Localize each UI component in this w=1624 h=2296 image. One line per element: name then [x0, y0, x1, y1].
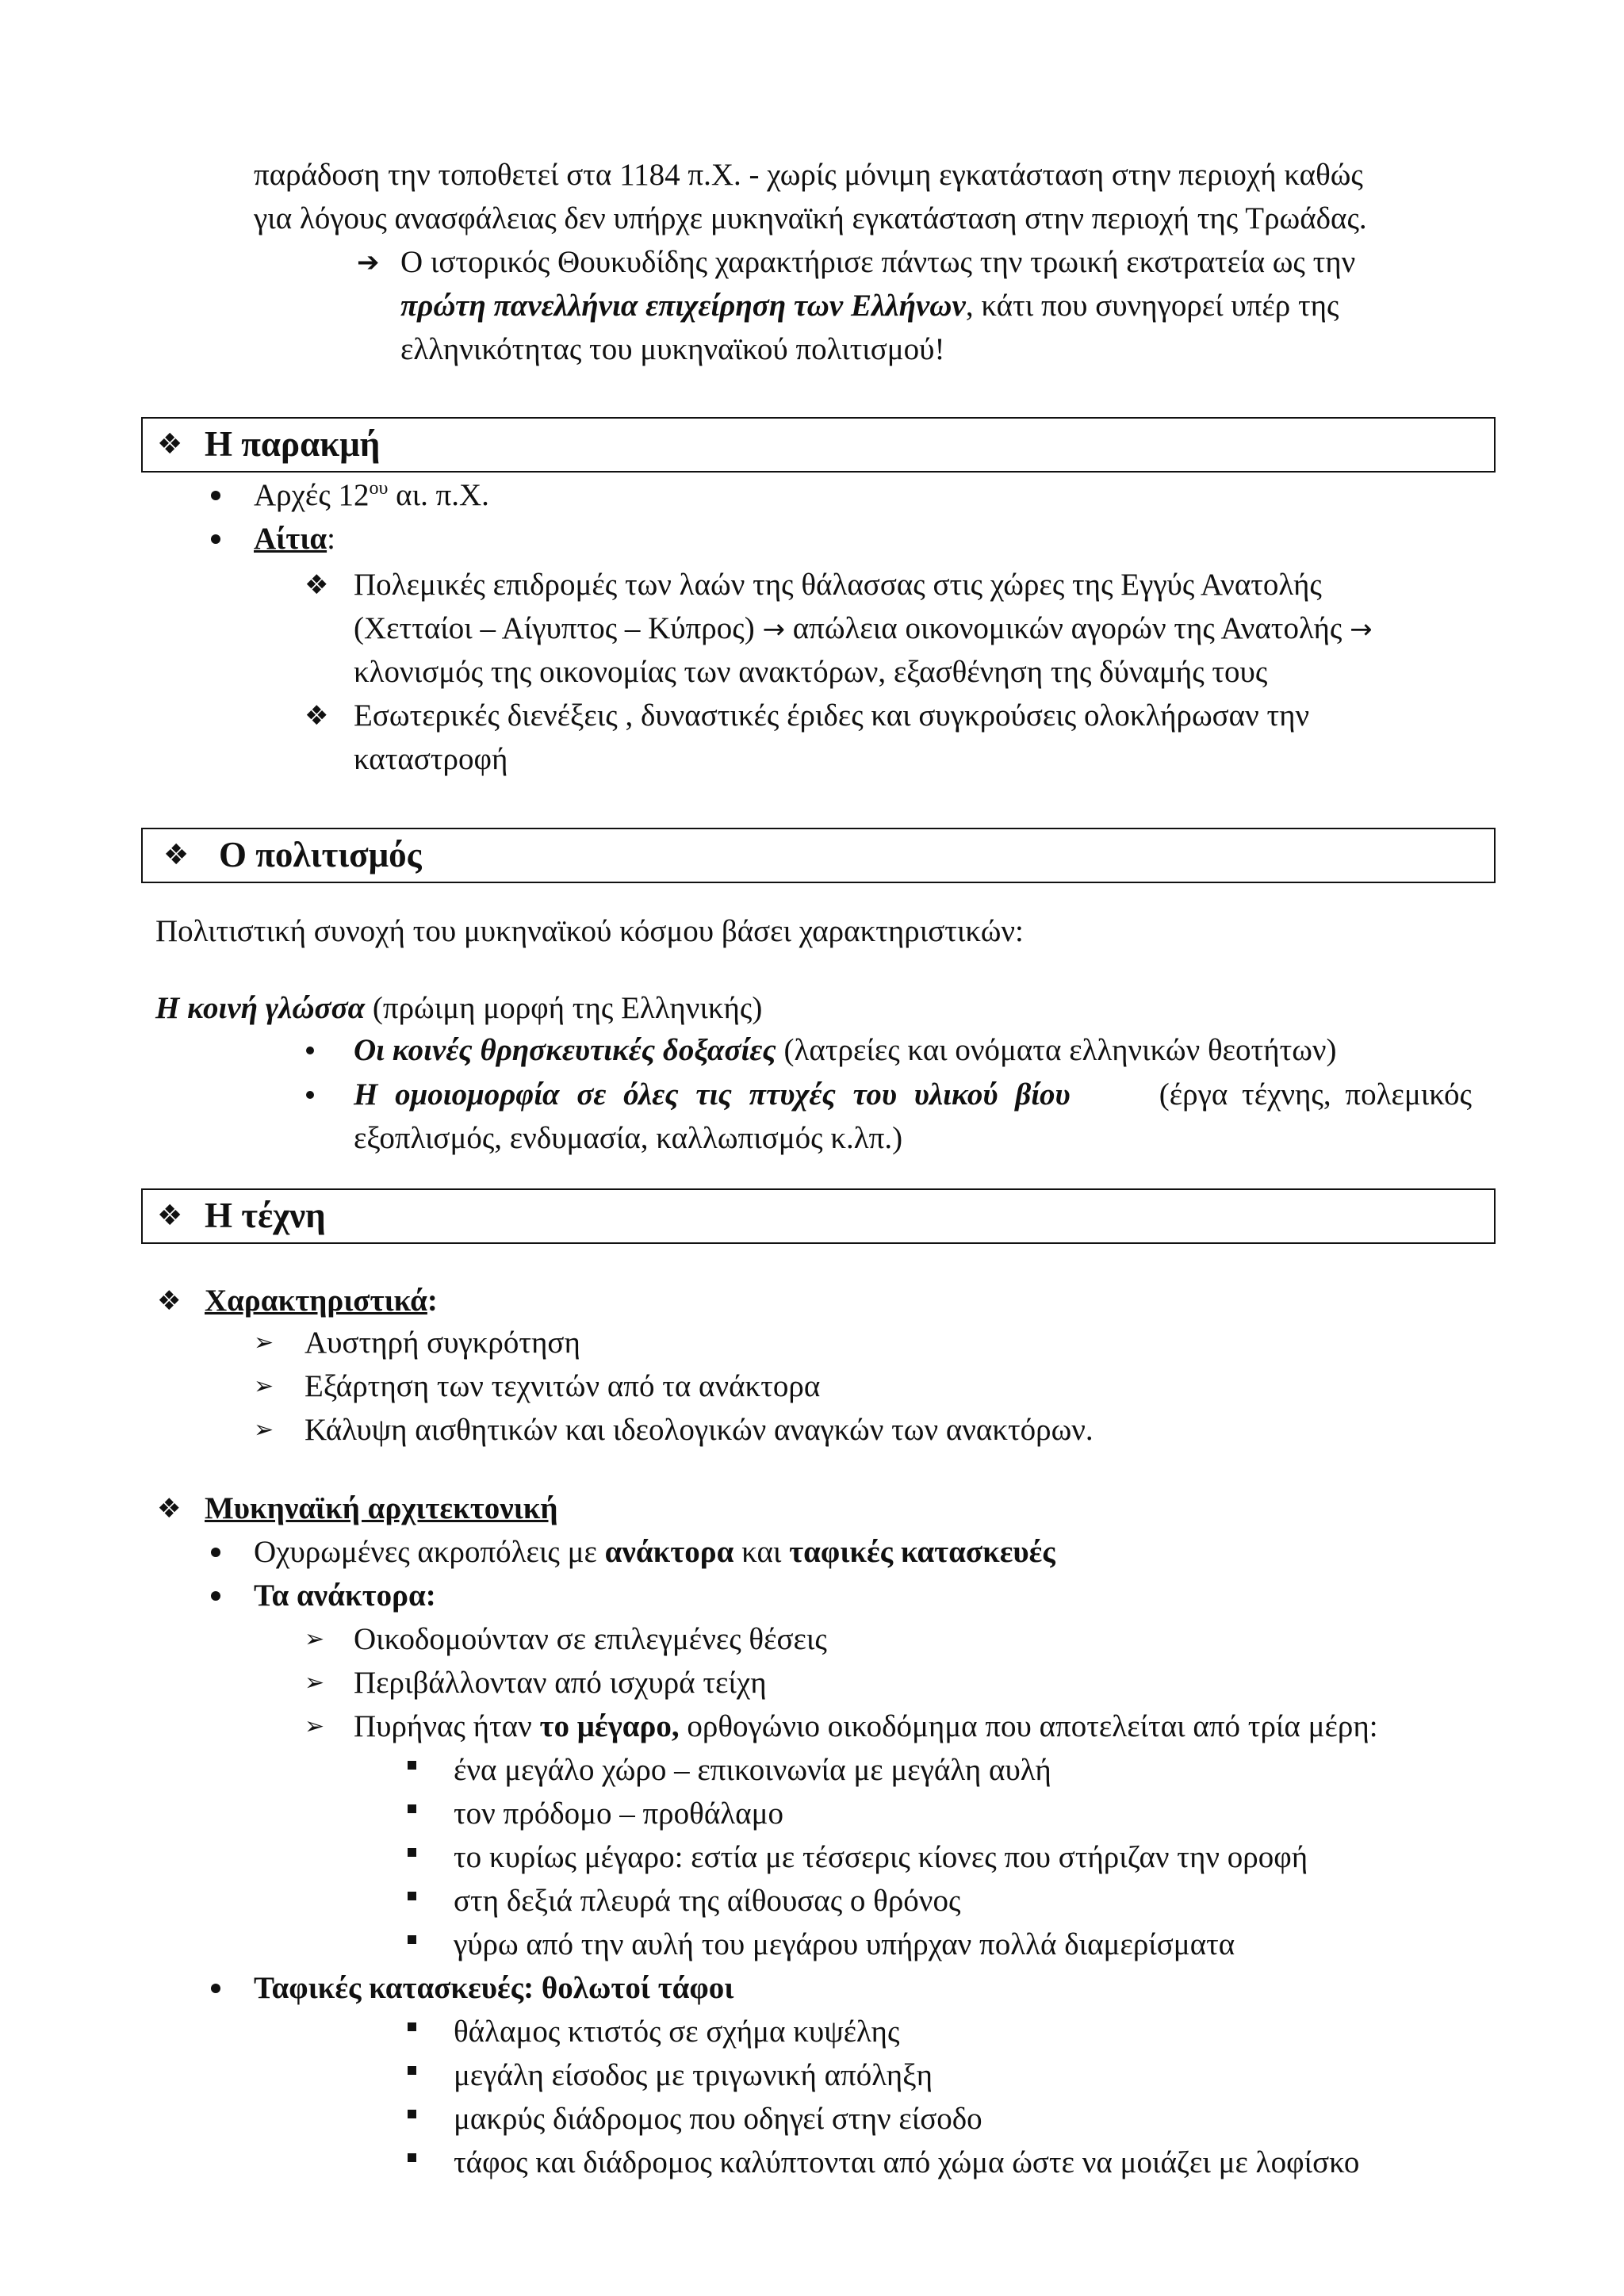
diamond-icon: ❖	[304, 700, 329, 732]
diamond-icon: ❖	[157, 1285, 182, 1317]
features-colon: :	[427, 1284, 438, 1318]
cause-1-line-3: κλονισμός της οικονομίας των ανακτόρων, εξασθένηση της δύναμής τους	[354, 655, 1268, 689]
square-bullet-icon	[408, 2022, 416, 2031]
cause-1-line-1: Πολεμικές επιδρομές των λαών της θάλασσας στις χώρες της Εγγύς Ανατολής	[354, 568, 1322, 602]
fortified-bold-tombs: ταφικές κατασκευές	[789, 1535, 1055, 1569]
culture-language	[155, 989, 762, 1028]
megaron-part: το κυρίως μέγαρο: εστία με τέσσερις κίονες που στήριζαν την οροφή	[454, 1840, 1308, 1874]
bullet-icon	[211, 1591, 220, 1601]
causes-colon: :	[327, 522, 335, 556]
cause-1-line-2a: (Χετταίοι – Αίγυπτος – Κύπρος)	[354, 611, 755, 645]
arrowhead-icon: ➢	[254, 1416, 274, 1444]
decline-title: Η παρακμή	[205, 424, 381, 464]
decline-date-sup: ου	[369, 478, 389, 499]
fortified-prefix: Οχυρωμένες ακροπόλεις με	[254, 1535, 605, 1569]
core-prefix: Πυρήνας ήταν	[354, 1709, 540, 1743]
tomb-part: θάλαμος κτιστός σε σχήμα κυψέλης	[454, 2015, 900, 2049]
intro-arrow-rest: , κάτι που συνηγορεί υπέρ της	[965, 289, 1339, 323]
arrowhead-icon: ➢	[304, 1669, 325, 1697]
arrowhead-icon: ➢	[304, 1625, 325, 1653]
uniformity-rest: (έργα τέχνης, πολεμικός	[1159, 1077, 1472, 1112]
feature-item: Αυστηρή συγκρότηση	[304, 1326, 580, 1360]
intro-line-1: παράδοση την τοποθετεί στα 1184 π.Χ. - χωρίς μόνιμη εγκατάσταση στην περιοχή καθώς	[254, 158, 1363, 192]
tombs-heading: Ταφικές κατασκευές: θολωτοί τάφοι	[254, 1971, 734, 2005]
intro-arrow-line-3: ελληνικότητας του μυκηναϊκού πολιτισμού!	[400, 332, 945, 366]
religion-bold: Οι κοινές θρησκευτικές δοξασίες	[354, 1033, 776, 1067]
section-header-art	[141, 1188, 1496, 1244]
tombs-label	[254, 1969, 733, 2008]
culture-religion	[354, 1031, 1337, 1070]
fortified-acropolis	[254, 1533, 1055, 1572]
features-label: Χαρακτηριστικά	[205, 1284, 427, 1318]
square-bullet-icon	[408, 1935, 416, 1944]
bullet-icon	[211, 491, 220, 500]
art-title: Η τέχνη	[205, 1196, 326, 1235]
feature-item: Εξάρτηση των τεχνιτών από τα ανάκτορα	[304, 1369, 821, 1403]
square-bullet-icon	[408, 2066, 416, 2075]
square-bullet-icon	[408, 1848, 416, 1857]
architecture-label	[205, 1489, 558, 1529]
section-header-culture	[141, 828, 1496, 883]
intro-arrow-line-2	[400, 286, 1339, 326]
decline-date-suffix: αι. π.Χ.	[388, 478, 489, 512]
diamond-icon: ❖	[157, 428, 183, 461]
bullet-icon	[211, 534, 220, 544]
arrowhead-icon: ➢	[254, 1329, 274, 1357]
section-header-decline	[141, 417, 1496, 473]
culture-uniformity	[354, 1075, 1472, 1115]
art-features-label	[205, 1281, 438, 1321]
religion-rest: (λατρείες και ονόματα ελληνικών θεοτήτων)	[776, 1033, 1337, 1067]
diamond-icon: ❖	[163, 839, 190, 871]
square-bullet-icon	[408, 1761, 416, 1770]
diamond-icon: ❖	[157, 1200, 183, 1232]
causes-label: Αίτια	[254, 522, 327, 556]
arrowhead-icon: ➢	[304, 1712, 325, 1740]
arrowhead-icon: ➢	[254, 1372, 274, 1400]
feature-item: Κάλυψη αισθητικών και ιδεολογικών αναγκών των ανακτόρων.	[304, 1413, 1094, 1447]
language-rest: (πρώιμη μορφή της Ελληνικής)	[365, 991, 763, 1025]
square-bullet-icon	[408, 1804, 416, 1813]
decline-date	[254, 476, 489, 515]
palaces-label	[254, 1576, 436, 1616]
cause-2-line-2: καταστροφή	[354, 742, 508, 776]
core-rest: ορθογώνιο οικοδόμημα που αποτελείται από τρία μέρη:	[679, 1709, 1378, 1743]
megaron-part: τον πρόδομο – προθάλαμο	[454, 1797, 784, 1831]
megaron-part: γύρω από την αυλή του μεγάρου υπήρχαν πολλά διαμερίσματα	[454, 1927, 1235, 1961]
arrow-right-icon: ➔	[357, 247, 380, 278]
fortified-mid: και	[733, 1535, 790, 1569]
culture-uniformity-line-2: εξοπλισμός, ενδυμασία, καλλωπισμός κ.λπ.)	[354, 1121, 903, 1155]
palaces-heading: Τα ανάκτορα:	[254, 1578, 436, 1613]
bullet-icon	[306, 1091, 314, 1099]
megaron-core	[354, 1707, 1378, 1747]
megaron-part: ένα μεγάλο χώρο – επικοινωνία με μεγάλη αυλή	[454, 1753, 1051, 1787]
culture-title: Ο πολιτισμός	[219, 835, 422, 874]
architecture-heading: Μυκηναϊκή αρχιτεκτονική	[205, 1491, 558, 1525]
intro-arrow-line-1: Ο ιστορικός Θουκυδίδης χαρακτήρισε πάντως την τρωική εκστρατεία ως την	[400, 245, 1356, 279]
diamond-icon: ❖	[157, 1493, 182, 1525]
tomb-part: μακρύς διάδρομος που οδηγεί στην είσοδο	[454, 2102, 982, 2136]
cause-2-line-1: Εσωτερικές διενέξεις , δυναστικές έριδες και συγκρούσεις ολοκλήρωσαν την	[354, 698, 1310, 733]
arrow-right-icon: →	[1350, 614, 1373, 645]
tomb-part: τάφος και διάδρομος καλύπτονται από χώμα ώστε να μοιάζει με λοφίσκο	[454, 2145, 1360, 2179]
square-bullet-icon	[408, 2110, 416, 2118]
palace-point: Περιβάλλονταν από ισχυρά τείχη	[354, 1666, 767, 1700]
intro-line-2: για λόγους ανασφάλειας δεν υπήρχε μυκηναϊκή εγκατάσταση στην περιοχή της Τρωάδας.	[254, 201, 1367, 235]
bullet-icon	[211, 1984, 220, 1993]
core-bold: το μέγαρο,	[539, 1709, 680, 1743]
bullet-icon	[211, 1548, 220, 1557]
cause-1-line-2	[354, 609, 1373, 649]
fortified-bold-palaces: ανάκτορα	[604, 1535, 734, 1569]
intro-bold-phrase: πρώτη πανελλήνια επιχείρηση των Ελλήνων	[400, 289, 966, 323]
square-bullet-icon	[408, 2153, 416, 2162]
language-bold: Η κοινή γλώσσα	[155, 991, 366, 1025]
square-bullet-icon	[408, 1892, 416, 1900]
diamond-icon: ❖	[304, 569, 329, 601]
bullet-icon	[306, 1047, 314, 1054]
arrow-right-icon: →	[762, 614, 785, 645]
tomb-part: μεγάλη είσοδος με τριγωνική απόληξη	[454, 2058, 933, 2092]
palace-point: Οικοδομούνταν σε επιλεγμένες θέσεις	[354, 1622, 827, 1656]
uniformity-bold: Η ομοιομορφία σε όλες τις πτυχές του υλικού βίου	[354, 1077, 1071, 1112]
megaron-part: στη δεξιά πλευρά της αίθουσας ο θρόνος	[454, 1884, 961, 1918]
decline-causes-label	[254, 519, 335, 559]
decline-date-prefix: Αρχές 12	[254, 478, 370, 512]
cause-1-line-2b: απώλεια οικονομικών αγορών της Ανατολής	[792, 611, 1342, 645]
culture-intro: Πολιτιστική συνοχή του μυκηναϊκού κόσμου βάσει χαρακτηριστικών:	[155, 914, 1024, 948]
